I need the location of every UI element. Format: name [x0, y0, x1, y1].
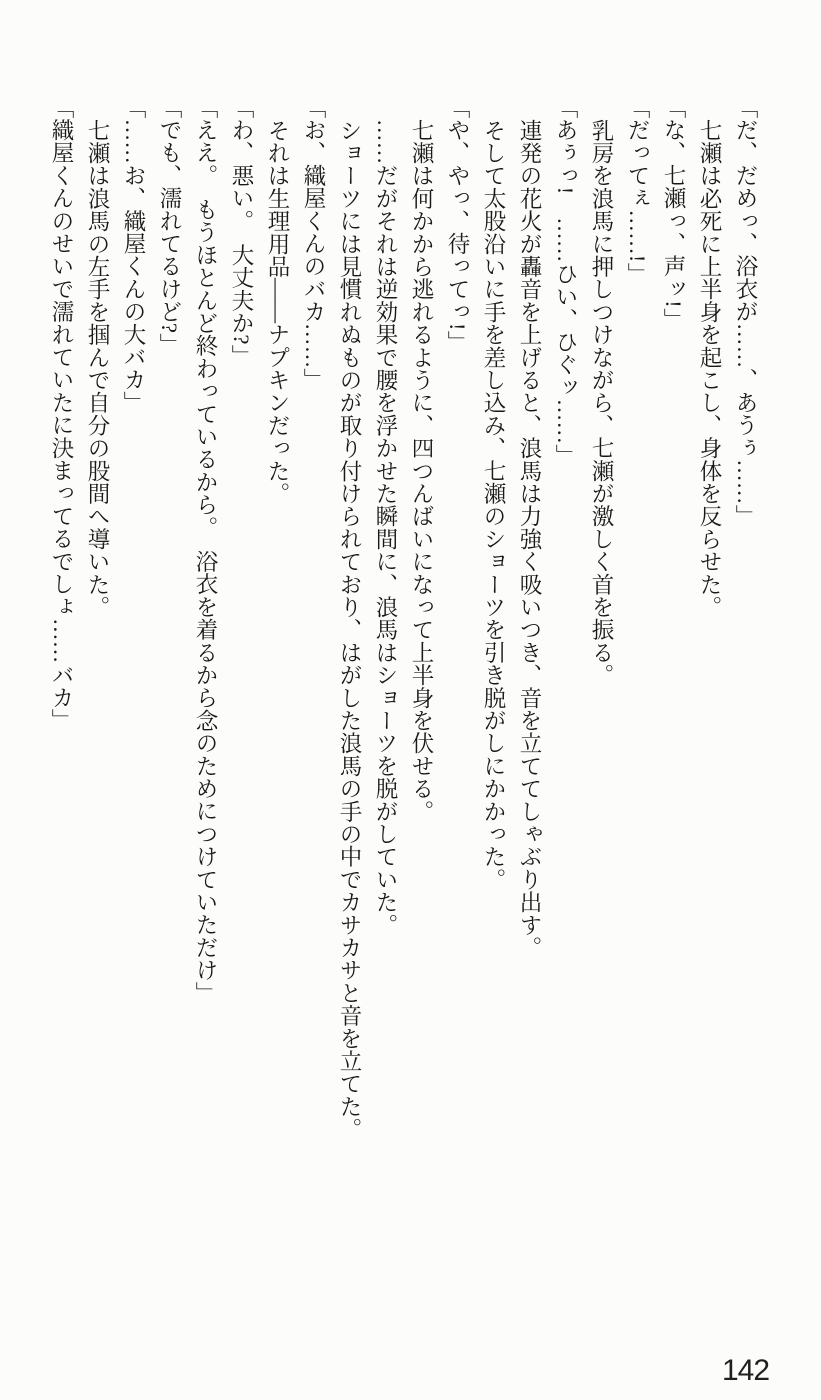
- novel-paragraph: 乳房を浪馬に押しつけながら、七瀬が激しく首を振る。: [589, 118, 614, 686]
- novel-paragraph: 「あぅっ! ……ひい、ひぐッ……」: [553, 96, 578, 467]
- novel-paragraph: ショーツには見慣れぬものが取り付けられており、はがした浪馬の手の中でカサカサと音を立てた。: [337, 118, 362, 1140]
- novel-paragraph: 「でも、濡れてるけど?」: [157, 96, 182, 356]
- novel-paragraph: それは生理用品――ナプキンだった。: [265, 118, 290, 505]
- novel-paragraph: 七瀬は必死に上半身を起こし、身体を反らせた。: [697, 118, 722, 618]
- novel-paragraph: 「だってぇ……!」: [625, 96, 650, 286]
- novel-paragraph: 「お、織屋くんのバカ……」: [301, 96, 326, 392]
- novel-paragraph: 「や、やっ、待ってっ!」: [445, 96, 470, 354]
- novel-paragraph: 「……お、織屋くんの大バカ」: [121, 96, 146, 414]
- novel-paragraph: 連発の花火が轟音を上げると、浪馬は力強く吸いつき、音を立ててしゃぶり出す。: [517, 118, 542, 959]
- novel-paragraph: ……だがそれは逆効果で腰を浮かせた瞬間に、浪馬はショーツを脱がしていた。: [373, 118, 398, 936]
- novel-paragraph: 七瀬は何かから逃れるように、四つんばいになって上半身を伏せる。: [409, 118, 434, 823]
- novel-paragraph: 「ええ。 もうほとんど終わっているから。 浴衣を着るから念のためにつけていただけ」: [193, 96, 218, 1005]
- novel-paragraph: 「だ、だめっ、浴衣が……、あうぅ……」: [733, 96, 758, 528]
- page-number: 142: [722, 1354, 770, 1387]
- novel-paragraph: 「な、七瀬っ、声ッ!」: [661, 96, 686, 331]
- novel-paragraph: 「織屋くんのせいで濡れていたに決まってるでしょ……バカ」: [49, 96, 74, 732]
- novel-paragraph: 「わ、悪い。 大丈夫か?」: [229, 96, 254, 368]
- novel-paragraph: 七瀬は浪馬の左手を掴んで自分の股間へ導いた。: [85, 118, 110, 618]
- vertical-text-block: [37, 96, 763, 1158]
- novel-paragraph: そして太股沿いに手を差し込み、七瀬のショーツを引き脱がしにかかった。: [481, 118, 506, 891]
